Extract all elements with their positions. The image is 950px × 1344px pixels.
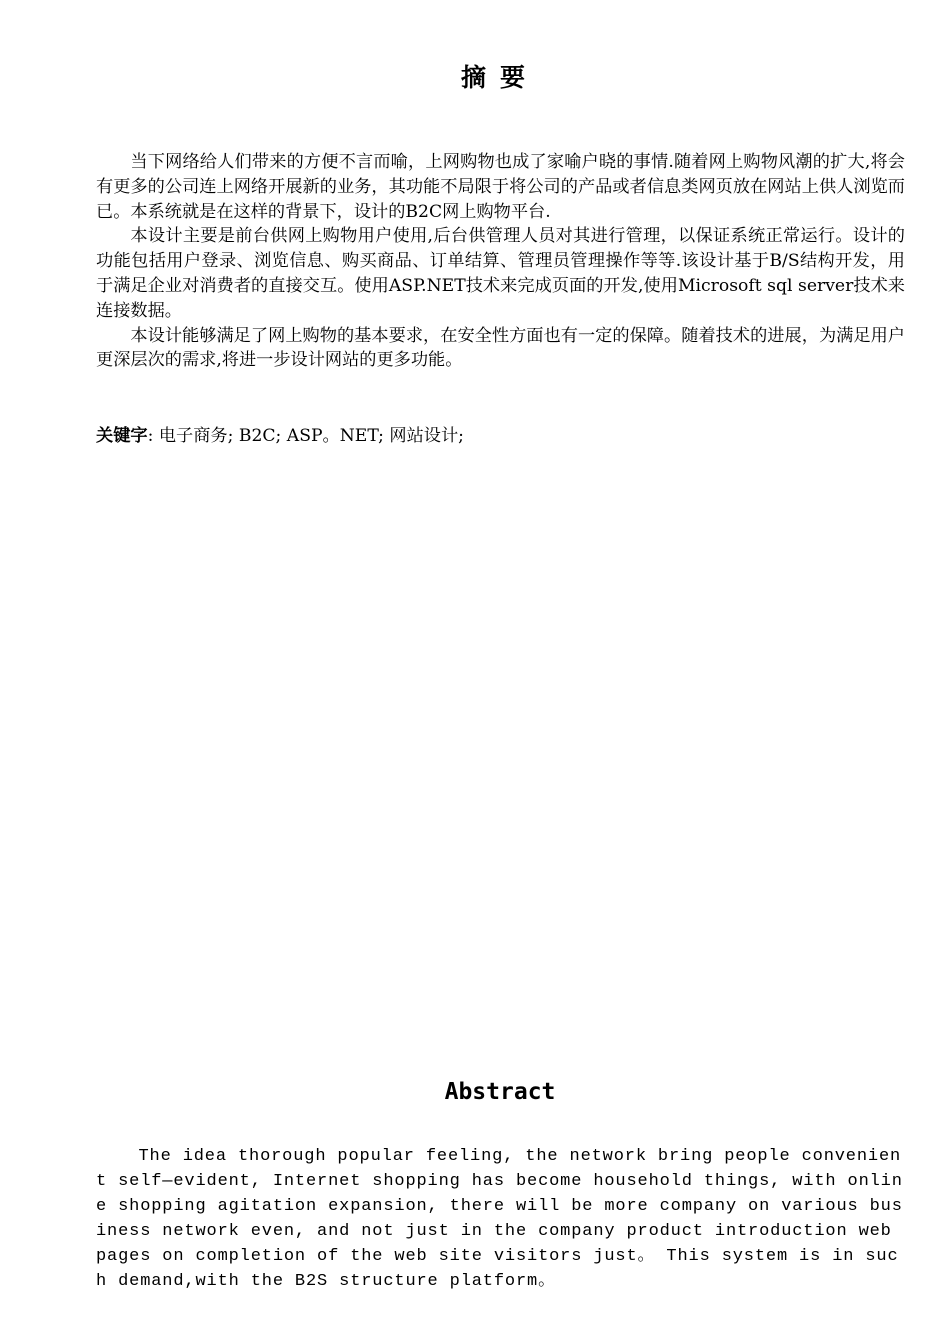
chinese-abstract-paragraph-1: 当下网络给人们带来的方便不言而喻，上网购物也成了家喻户晓的事情.随着网上购物风潮的扩大,将会有更多的公司连上网络开展新的业务，其功能不局限于将公司的产品或者信息类网页放在网站上供人浏览而已。本系统就是在这样的背景下，设计的B2C网上购物平台.	[96, 152, 905, 222]
keywords-text: : 电子商务; B2C; ASP。NET; 网站设计;	[147, 426, 464, 446]
chinese-abstract-paragraph-2: 本设计主要是前台供网上购物用户使用,后台供管理人员对其进行管理，以保证系统正常运行。设计的功能包括用户登录、浏览信息、购买商品、订单结算、管理员管理操作等等.该设计基于B/S结构开发，用于满足企业对消费者的直接交互。使用ASP.NET技术来完成页面的开发,使用Microsoft sql server技术来连接数据。	[96, 226, 905, 321]
keywords-line	[96, 424, 905, 449]
english-abstract-body: The idea thorough popular feeling, the network bring people convenient self—evident, Internet shopping has become household things, with online shopping agitation expansion, there will be more company on various business network even, and not just in the company product introduction web pages on completion of the web site visitors just。 This system is in such demand,with the B2S structure platform。	[96, 1147, 903, 1291]
keywords-label: 关键字	[96, 426, 148, 446]
chinese-abstract-paragraph-3: 本设计能够满足了网上购物的基本要求，在安全性方面也有一定的保障。随着技术的进展，为满足用户更深层次的需求,将进一步设计网站的更多功能。	[96, 325, 905, 371]
chinese-abstract-title: 摘要	[460, 63, 539, 92]
english-abstract-title: Abstract	[444, 1079, 556, 1105]
chinese-abstract-body	[96, 150, 905, 373]
